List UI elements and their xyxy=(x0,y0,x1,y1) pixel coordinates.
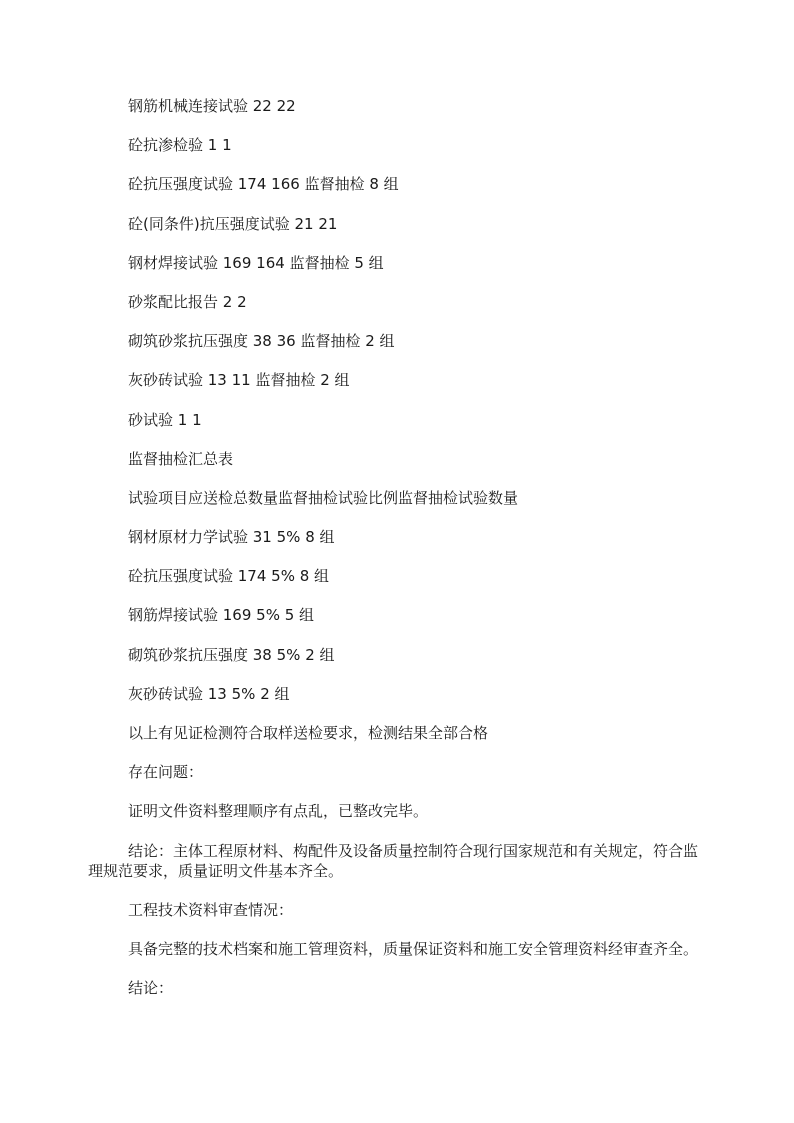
text-line: 砂浆配比报告 2 2 xyxy=(128,292,247,311)
table-header-line: 试验项目应送检总数量监督抽检试验比例监督抽检试验数量 xyxy=(128,488,519,507)
section-heading: 存在问题： xyxy=(128,763,204,782)
text-line: 砼抗渗检验 1 1 xyxy=(128,136,232,155)
section-heading: 监督抽检汇总表 xyxy=(128,449,234,468)
body-paragraph: 具备完整的技术档案和施工管理资料，质量保证资料和施工安全管理资料经审查齐全。 xyxy=(128,939,699,958)
text-line: 砌筑砂浆抗压强度 38 5% 2 组 xyxy=(128,645,335,664)
text-line: 灰砂砖试验 13 11 监督抽检 2 组 xyxy=(128,371,350,390)
text-line: 钢筋焊接试验 169 5% 5 组 xyxy=(128,606,315,625)
section-heading: 工程技术资料审查情况： xyxy=(128,900,294,919)
text-line: 钢材焊接试验 169 164 监督抽检 5 组 xyxy=(128,253,384,272)
text-line: 灰砂砖试验 13 5% 2 组 xyxy=(128,684,290,703)
document-body xyxy=(88,96,708,1017)
conclusion-paragraph: 结论：主体工程原材料、构配件及设备质量控制符合现行国家规范和有关规定，符合监理规范要求，质量证明文件基本齐全。 xyxy=(88,841,699,880)
text-line: 砼抗压强度试验 174 5% 8 组 xyxy=(128,567,330,586)
text-line: 钢材原材力学试验 31 5% 8 组 xyxy=(128,528,335,547)
text-line: 砼(同条件)抗压强度试验 21 21 xyxy=(128,214,338,233)
text-line: 砂试验 1 1 xyxy=(128,410,202,429)
text-line: 钢筋机械连接试验 22 22 xyxy=(128,97,296,115)
text-line: 砼抗压强度试验 174 166 监督抽检 8 组 xyxy=(128,175,399,194)
conclusion-label: 结论： xyxy=(128,979,174,998)
text-line: 证明文件资料整理顺序有点乱，已整改完毕。 xyxy=(128,802,429,821)
text-line: 以上有见证检测符合取样送检要求，检测结果全部合格 xyxy=(128,724,489,742)
text-line: 砌筑砂浆抗压强度 38 36 监督抽检 2 组 xyxy=(128,332,395,351)
